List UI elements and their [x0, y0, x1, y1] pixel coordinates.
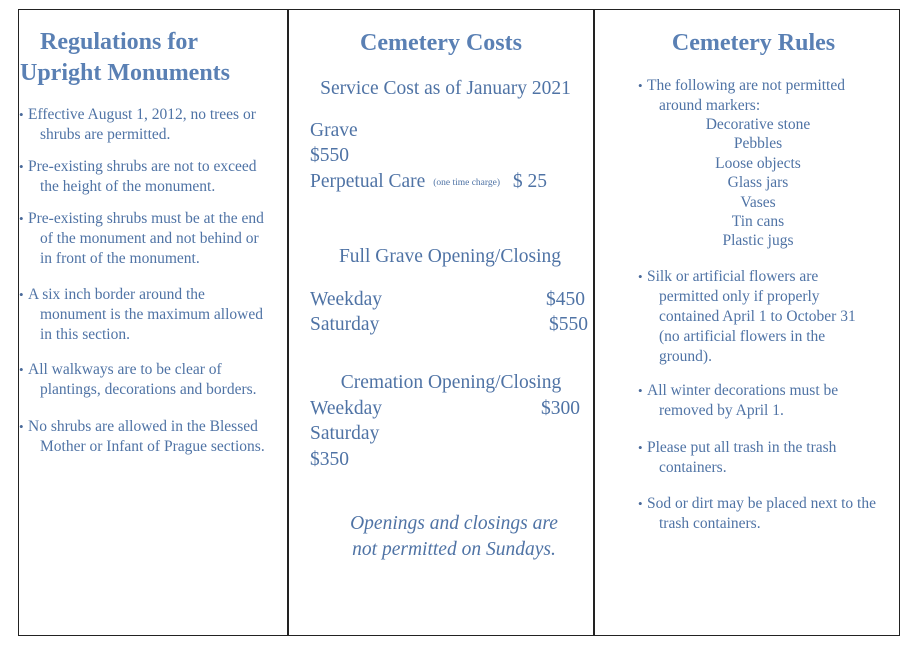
bullet-line: trash containers.	[659, 515, 761, 532]
bullet-dot: •	[638, 440, 643, 455]
cremation-saturday-label: Saturday	[310, 423, 380, 444]
right-title: Cemetery Rules	[671, 30, 836, 56]
bullet-line: shrubs are permitted.	[40, 126, 171, 143]
right-bullet	[638, 381, 838, 421]
list-item: Pebbles	[733, 135, 783, 153]
bullet-dot: •	[19, 107, 24, 122]
bullet-line: around markers:	[659, 97, 761, 114]
perpetual-care-label: Perpetual Care	[310, 171, 426, 192]
bullet-line: No shrubs are allowed in the Blessed	[28, 418, 258, 435]
bullet-line: the height of the monument.	[40, 178, 216, 195]
bullet-line: Sod or dirt may be placed next to the	[647, 495, 876, 512]
list-item: Vases	[740, 193, 776, 211]
left-bullet	[19, 285, 263, 345]
bullet-line: Pre-existing shrubs are not to exceed	[28, 158, 257, 175]
bullet-line: All walkways are to be clear of	[28, 361, 222, 378]
left-title-line2: Upright Monuments	[20, 60, 231, 86]
right-bullet	[638, 494, 876, 534]
bullet-dot: •	[638, 78, 643, 93]
grave-label: Grave	[310, 120, 358, 141]
bullet-dot: •	[19, 362, 24, 377]
bullet-line: Effective August 1, 2012, no trees or	[28, 106, 256, 123]
full-saturday-label: Saturday	[310, 314, 380, 335]
cremation-weekday-label: Weekday	[310, 398, 383, 419]
sunday-notice-line1: Openings and closings are	[350, 513, 558, 534]
bullet-line: in this section.	[40, 326, 130, 343]
sunday-notice-line2: not permitted on Sundays.	[352, 539, 556, 560]
right-intro-bullet	[638, 76, 845, 116]
left-title-line1: Regulations for	[40, 29, 198, 55]
bullet-line: plantings, decorations and borders.	[40, 381, 257, 398]
not-permitted-list	[658, 115, 858, 251]
full-weekday-price: $450	[546, 289, 585, 310]
bullet-line: removed by April 1.	[659, 402, 784, 419]
bullet-line: Mother or Infant of Prague sections.	[40, 438, 265, 455]
full-grave-heading: Full Grave Opening/Closing	[338, 246, 562, 267]
bullet-line: The following are not permitted	[647, 77, 845, 94]
cremation-weekday-price: $300	[541, 398, 580, 419]
bullet-line: Silk or artificial flowers are	[647, 268, 819, 285]
left-bullet	[19, 209, 264, 269]
bullet-dot: •	[638, 269, 643, 284]
bullet-dot: •	[19, 287, 24, 302]
bullet-dot: •	[19, 419, 24, 434]
cremation-saturday-price: $350	[310, 449, 349, 470]
bullet-line: contained April 1 to October 31	[659, 308, 856, 325]
bullet-line: containers.	[659, 459, 727, 476]
middle-title: Cemetery Costs	[360, 30, 522, 56]
bullet-line: of the monument and not behind or	[40, 230, 259, 247]
bullet-line: Please put all trash in the trash	[647, 439, 837, 456]
full-weekday-label: Weekday	[310, 289, 383, 310]
full-saturday-price: $550	[549, 314, 588, 335]
bullet-line: All winter decorations must be	[647, 382, 839, 399]
perpetual-care-note: (one time charge)	[433, 178, 501, 188]
grave-price: $550	[310, 145, 349, 166]
bullet-line: Pre-existing shrubs must be at the end	[28, 210, 264, 227]
list-item: Tin cans	[731, 213, 785, 231]
bullet-line: ground).	[659, 348, 712, 365]
bullet-dot: •	[638, 383, 643, 398]
bullet-line: monument is the maximum allowed	[40, 306, 263, 323]
left-bullet	[19, 360, 257, 400]
perpetual-care-price: $ 25	[512, 171, 548, 192]
right-bullet	[638, 267, 856, 367]
bullet-dot: •	[19, 211, 24, 226]
bullet-dot: •	[19, 159, 24, 174]
left-bullet	[19, 157, 257, 197]
right-bullet	[638, 438, 836, 478]
left-bullet	[19, 417, 265, 457]
bullet-dot: •	[638, 496, 643, 511]
bullet-line: permitted only if properly	[659, 288, 820, 305]
bullet-line: A six inch border around the	[28, 286, 205, 303]
bullet-line: (no artificial flowers in the	[659, 328, 826, 345]
list-item: Plastic jugs	[722, 232, 794, 250]
list-item: Loose objects	[715, 154, 801, 172]
perpetual-care-row	[310, 171, 547, 193]
list-item: Decorative stone	[705, 116, 811, 133]
left-bullet	[19, 105, 256, 145]
list-item: Glass jars	[727, 174, 789, 192]
service-cost-subtitle: Service Cost as of January 2021	[320, 78, 571, 99]
cremation-heading: Cremation Opening/Closing	[340, 372, 562, 393]
bullet-line: in front of the monument.	[40, 250, 200, 267]
